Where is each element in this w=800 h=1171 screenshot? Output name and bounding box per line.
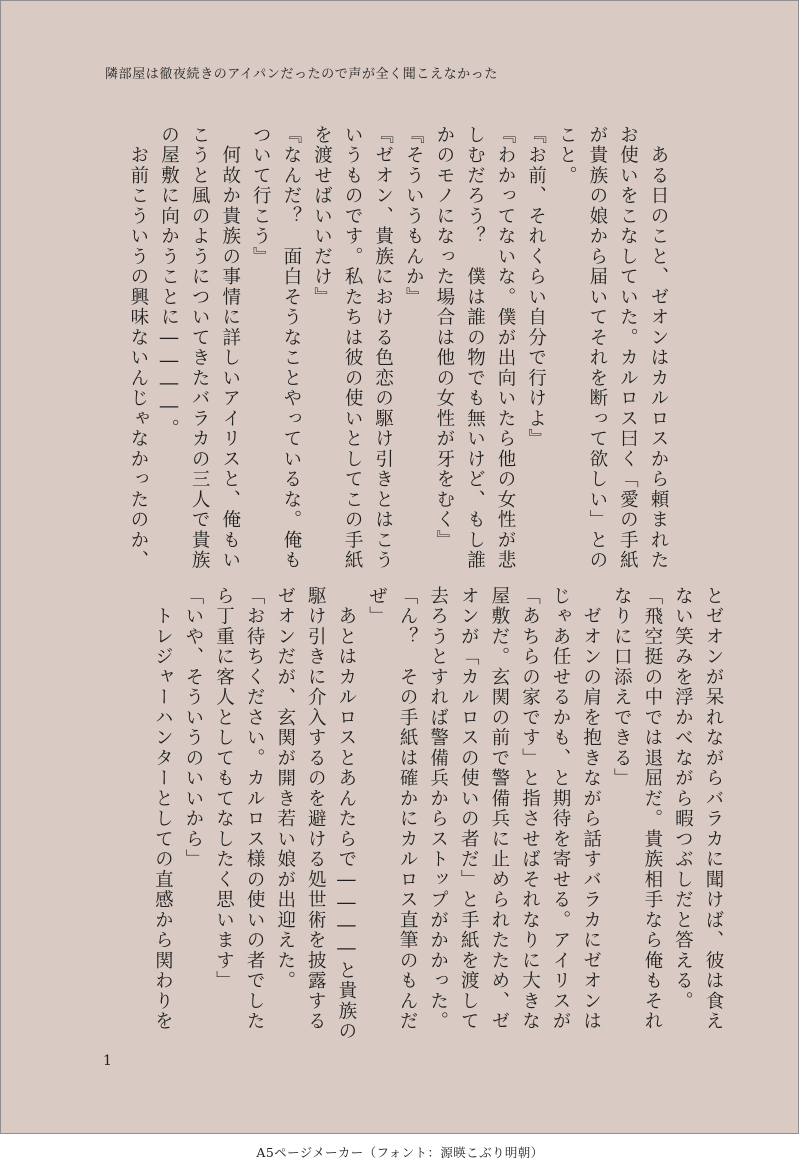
text-line: 屋敷だ。玄関の前で警備兵に止められたため、ゼ [488, 586, 510, 1032]
text-line: オンが「カルロスの使いの者だ」と手紙を渡して [458, 586, 480, 1032]
text-line: 駆け引きに介入するのを避ける処世術を披露する [305, 586, 327, 1032]
text-line: ない笑みを浮かべながら暇つぶしだと答える。 [672, 586, 694, 1012]
text-line: お前こういうの興味ないんじゃなかったのか、 [127, 125, 149, 571]
text-line: トレジャーハンターとしての直感から関わりを [152, 586, 174, 1032]
text-line: お使いをこなしていた。カルロス曰く「愛の手紙 [617, 125, 639, 571]
text-line: じゃあ任せるかも、と期待を寄せる。アイリスが [550, 586, 572, 1032]
text-line: を渡せばいいだけ』 [311, 125, 333, 308]
text-line: 「いや、そういうのいいから」 [182, 586, 204, 870]
text-line: しむだろう？ 僕は誰の物でも無いけど、もし誰 [464, 125, 486, 571]
text-line: ゼオンの肩を抱きながら話すバラカにゼオンは [580, 586, 602, 1032]
text-line: ついて行こう』 [250, 125, 272, 267]
text-block-bottom [149, 586, 726, 1042]
text-line: が貴族の娘から届いてそれを断って欲しい」との [586, 125, 608, 571]
text-line: 『わかってないな。僕が出向いたら他の女性が悲 [495, 125, 517, 571]
text-line: 「ん？ その手紙は確かにカルロス直筆のもんだ [397, 586, 419, 1032]
text-line: ゼオンだが、玄関が開き若い娘が出迎えた。 [274, 586, 296, 991]
text-line: こうと風のようについてきたバラカの三人で貴族 [189, 125, 211, 571]
text-line: いうものです。私たちは彼の使いとしてこの手紙 [342, 125, 364, 571]
text-line: 「あちらの家です」と指させばそれなりに大きな [519, 586, 541, 1032]
text-line: ぜ」 [366, 586, 388, 627]
text-line: の屋敷に向かうことに――――。 [158, 125, 180, 439]
text-line: とゼオンが呆れながらバラカに聞けば、彼は食え [703, 586, 724, 1032]
page-number: 1 [103, 1053, 112, 1069]
text-line: かのモノになった場合は他の女性が牙をむく』 [433, 125, 455, 551]
text-line: ら丁重に客人としてもてなしたく思います」 [213, 586, 235, 991]
text-line: 『そういうもんか』 [403, 125, 425, 308]
text-line: 去ろうとすれば警備兵からストップがかかった。 [427, 586, 449, 1032]
text-line: なりに口添えできる」 [611, 586, 633, 789]
text-line: ある日のこと、ゼオンはカルロスから頼まれた [648, 125, 669, 571]
footer-caption: A5ページメーカー（フォント：源暎こぶり明朝） [0, 1134, 800, 1171]
text-line: こと。 [556, 125, 578, 186]
text-line: 『なんだ？ 面白そうなことやっているな。俺も [280, 125, 302, 571]
text-line: 『お前、それくらい自分で行けよ』 [525, 125, 547, 449]
text-line: 何故か貴族の事情に詳しいアイリスと、俺もい [219, 125, 241, 571]
running-header: 隣部屋は徹夜続きのアイパンだったので声が全く聞こえなかった [105, 67, 498, 82]
text-line: 「お待ちください。カルロス様の使いの者でした [244, 586, 266, 1032]
text-line: 「飛空挺の中では退屈だ。貴族相手なら俺もそれ [641, 586, 663, 1032]
text-line: 『ゼオン、貴族における色恋の駆け引きとはこう [372, 125, 394, 571]
text-block-top [125, 125, 671, 571]
text-line: あとはカルロスとあんたらで――――と貴族の [335, 586, 357, 1042]
